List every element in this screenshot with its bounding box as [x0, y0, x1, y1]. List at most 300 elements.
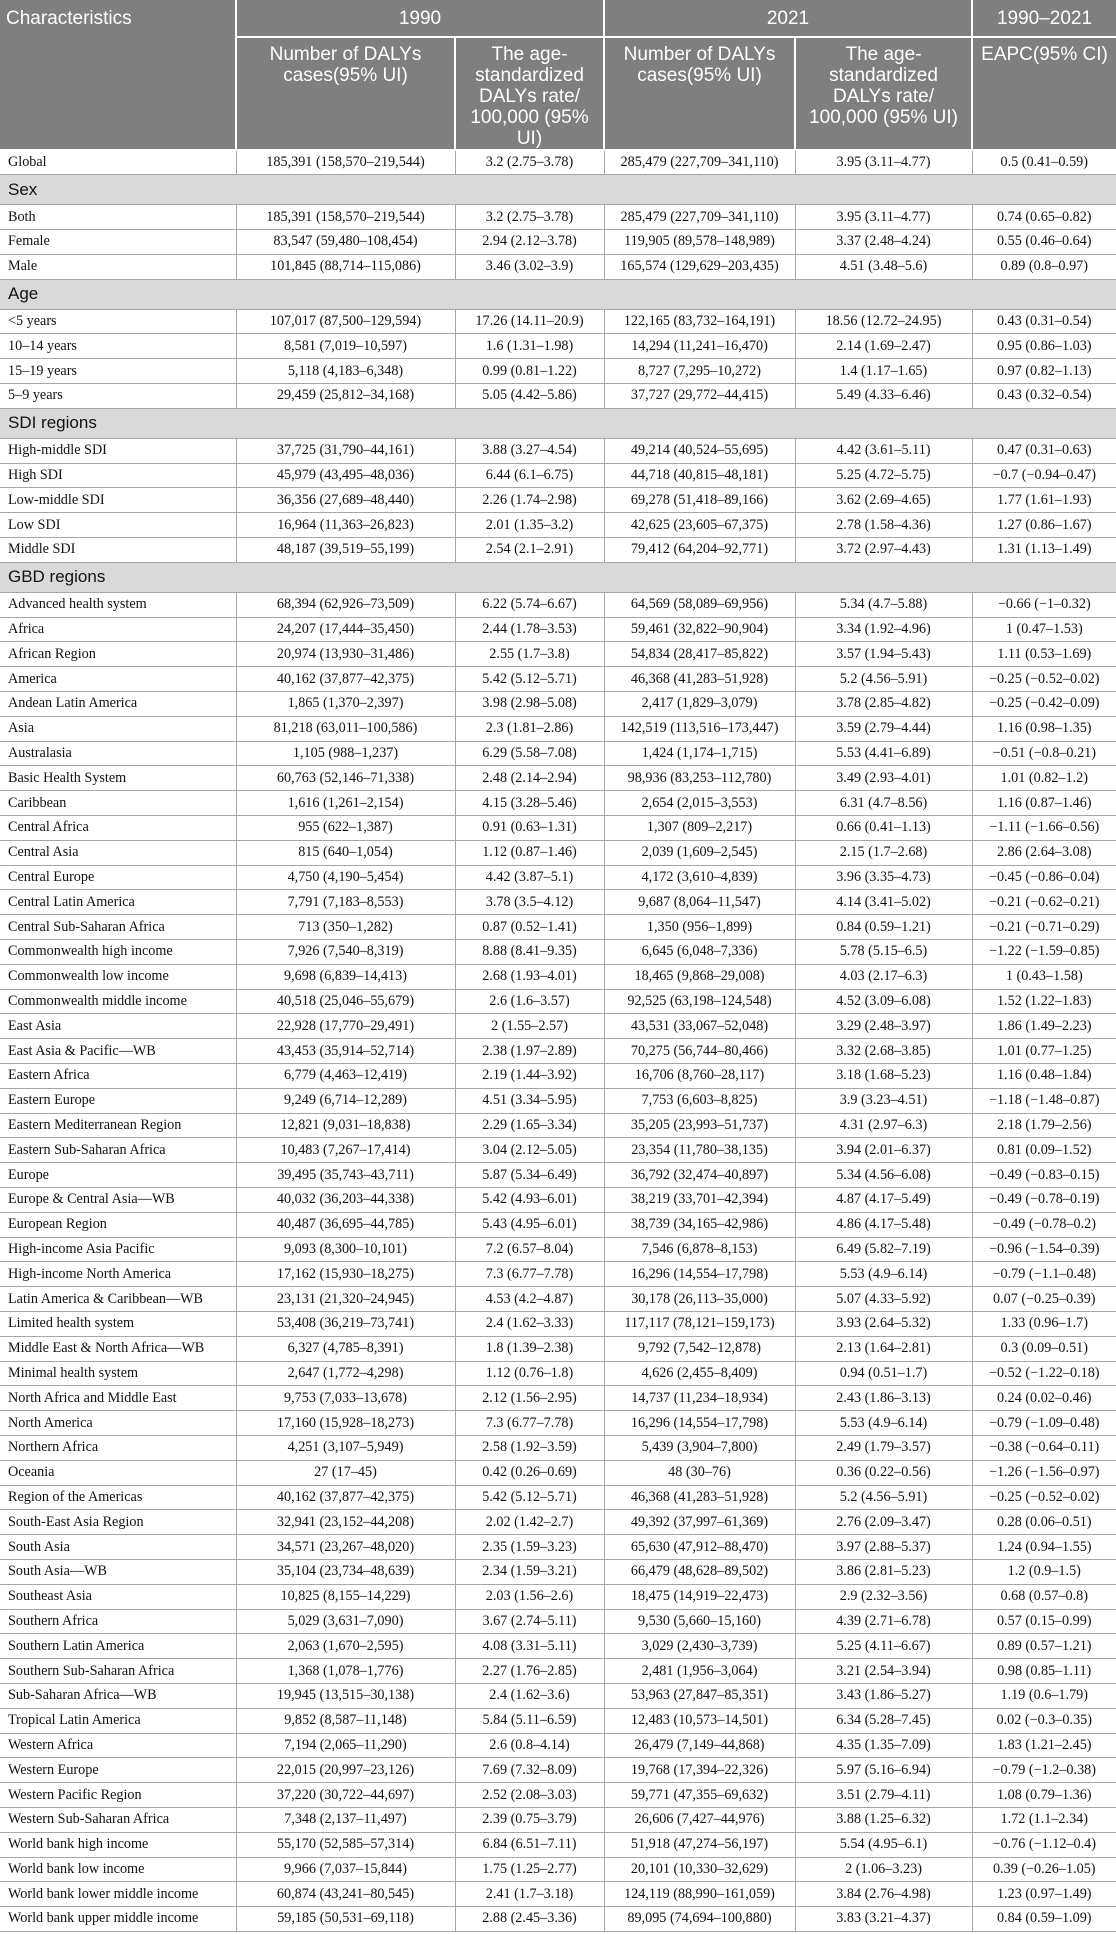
- table-row: [0, 254, 1116, 279]
- cell-number-2021: 38,219 (33,701–42,394): [604, 1187, 795, 1212]
- table-row: [0, 309, 1116, 334]
- cell-number-2021: 285,479 (227,709–341,110): [604, 205, 795, 230]
- cell-number-2021: 69,278 (51,418–89,166): [604, 488, 795, 513]
- table-row: [0, 766, 1116, 791]
- cell-rate-2021: 6.49 (5.82–7.19): [795, 1237, 972, 1262]
- cell-eapc: 1 (0.43–1.58): [972, 964, 1116, 989]
- cell-number-2021: 79,412 (64,204–92,771): [604, 538, 795, 563]
- cell-rate-2021: 3.51 (2.79–4.11): [795, 1783, 972, 1808]
- cell-number-2021: 42,625 (23,605–67,375): [604, 513, 795, 538]
- cell-characteristic: World bank lower middle income: [0, 1882, 236, 1907]
- cell-rate-1990: 5.42 (5.12–5.71): [455, 1485, 604, 1510]
- table-row: [0, 1634, 1116, 1659]
- cell-eapc: −0.79 (−1.09–0.48): [972, 1411, 1116, 1436]
- cell-characteristic: Male: [0, 254, 236, 279]
- cell-rate-2021: 4.39 (2.71–6.78): [795, 1609, 972, 1634]
- cell-number-1990: 29,459 (25,812–34,168): [236, 384, 455, 409]
- cell-number-2021: 30,178 (26,113–35,000): [604, 1287, 795, 1312]
- table-row: [0, 1411, 1116, 1436]
- cell-rate-1990: 17.26 (14.11–20.9): [455, 309, 604, 334]
- cell-rate-2021: 3.37 (2.48–4.24): [795, 230, 972, 255]
- cell-number-1990: 34,571 (23,267–48,020): [236, 1535, 455, 1560]
- cell-characteristic: High SDI: [0, 463, 236, 488]
- table-row: [0, 1039, 1116, 1064]
- cell-rate-2021: 6.34 (5.28–7.45): [795, 1708, 972, 1733]
- cell-rate-1990: 2.68 (1.93–4.01): [455, 964, 604, 989]
- cell-number-1990: 955 (622–1,387): [236, 816, 455, 841]
- cell-characteristic: 5–9 years: [0, 384, 236, 409]
- cell-rate-1990: 2.48 (2.14–2.94): [455, 766, 604, 791]
- section-title: Age: [0, 279, 1116, 309]
- cell-rate-1990: 0.87 (0.52–1.41): [455, 915, 604, 940]
- cell-eapc: −0.45 (−0.86–0.04): [972, 865, 1116, 890]
- cell-characteristic: Basic Health System: [0, 766, 236, 791]
- table-row: [0, 513, 1116, 538]
- cell-eapc: −0.38 (−0.64–0.11): [972, 1435, 1116, 1460]
- table-row: [0, 1212, 1116, 1237]
- cell-rate-2021: 3.78 (2.85–4.82): [795, 692, 972, 717]
- cell-rate-2021: 5.2 (4.56–5.91): [795, 667, 972, 692]
- cell-characteristic: Commonwealth middle income: [0, 989, 236, 1014]
- table-row: [0, 1336, 1116, 1361]
- cell-number-2021: 5,439 (3,904–7,800): [604, 1435, 795, 1460]
- cell-rate-1990: 2.3 (1.81–2.86): [455, 716, 604, 741]
- cell-rate-1990: 5.84 (5.11–6.59): [455, 1708, 604, 1733]
- cell-rate-2021: 5.34 (4.7–5.88): [795, 592, 972, 617]
- number-1990-header: Number of DALYs cases(95% UI): [236, 37, 455, 150]
- cell-rate-2021: 2.78 (1.58–4.36): [795, 513, 972, 538]
- cell-number-1990: 60,763 (52,146–71,338): [236, 766, 455, 791]
- cell-number-2021: 23,354 (11,780–38,135): [604, 1138, 795, 1163]
- cell-number-1990: 2,063 (1,670–2,595): [236, 1634, 455, 1659]
- cell-number-1990: 23,131 (21,320–24,945): [236, 1287, 455, 1312]
- cell-eapc: 0.43 (0.32–0.54): [972, 384, 1116, 409]
- cell-characteristic: Western Europe: [0, 1758, 236, 1783]
- cell-number-1990: 10,483 (7,267–17,414): [236, 1138, 455, 1163]
- cell-eapc: 0.28 (0.06–0.51): [972, 1510, 1116, 1535]
- cell-number-1990: 17,162 (15,930–18,275): [236, 1262, 455, 1287]
- cell-eapc: 1.16 (0.98–1.35): [972, 716, 1116, 741]
- cell-rate-2021: 3.95 (3.11–4.77): [795, 150, 972, 175]
- cell-rate-1990: 7.3 (6.77–7.78): [455, 1262, 604, 1287]
- cell-number-1990: 107,017 (87,500–129,594): [236, 309, 455, 334]
- cell-rate-2021: 3.9 (3.23–4.51): [795, 1088, 972, 1113]
- cell-rate-2021: 5.34 (4.56–6.08): [795, 1163, 972, 1188]
- cell-characteristic: Tropical Latin America: [0, 1708, 236, 1733]
- table-row: [0, 1088, 1116, 1113]
- cell-eapc: −0.25 (−0.52–0.02): [972, 667, 1116, 692]
- cell-number-1990: 17,160 (15,928–18,273): [236, 1411, 455, 1436]
- cell-number-2021: 65,630 (47,912–88,470): [604, 1535, 795, 1560]
- cell-characteristic: Central Europe: [0, 865, 236, 890]
- cell-characteristic: East Asia & Pacific—WB: [0, 1039, 236, 1064]
- cell-characteristic: Southern Latin America: [0, 1634, 236, 1659]
- cell-rate-1990: 2.55 (1.7–3.8): [455, 642, 604, 667]
- table-row: [0, 791, 1116, 816]
- cell-number-2021: 54,834 (28,417–85,822): [604, 642, 795, 667]
- cell-eapc: 1.19 (0.6–1.79): [972, 1683, 1116, 1708]
- table-row: [0, 334, 1116, 359]
- cell-rate-1990: 2.29 (1.65–3.34): [455, 1113, 604, 1138]
- cell-number-2021: 1,307 (809–2,217): [604, 816, 795, 841]
- cell-number-2021: 44,718 (40,815–48,181): [604, 463, 795, 488]
- table-row: [0, 1535, 1116, 1560]
- cell-characteristic: Northern Africa: [0, 1435, 236, 1460]
- cell-number-2021: 49,392 (37,997–61,369): [604, 1510, 795, 1535]
- cell-characteristic: High-income Asia Pacific: [0, 1237, 236, 1262]
- cell-eapc: −0.7 (−0.94–0.47): [972, 463, 1116, 488]
- cell-number-1990: 9,698 (6,839–14,413): [236, 964, 455, 989]
- cell-rate-1990: 2.44 (1.78–3.53): [455, 617, 604, 642]
- cell-rate-1990: 3.2 (2.75–3.78): [455, 150, 604, 175]
- table-row: [0, 1262, 1116, 1287]
- cell-characteristic: Africa: [0, 617, 236, 642]
- cell-characteristic: Europe: [0, 1163, 236, 1188]
- table-row: [0, 438, 1116, 463]
- cell-rate-1990: 2.27 (1.76–2.85): [455, 1659, 604, 1684]
- table-row: [0, 1485, 1116, 1510]
- cell-rate-1990: 2.01 (1.35–3.2): [455, 513, 604, 538]
- cell-characteristic: Southern Sub-Saharan Africa: [0, 1659, 236, 1684]
- cell-number-1990: 36,356 (27,689–48,440): [236, 488, 455, 513]
- table-body: [0, 150, 1116, 1931]
- cell-number-1990: 22,015 (20,997–23,126): [236, 1758, 455, 1783]
- cell-number-2021: 48 (30–76): [604, 1460, 795, 1485]
- change-period-header: 1990–2021: [972, 0, 1116, 37]
- table-row: [0, 816, 1116, 841]
- table-row: [0, 692, 1116, 717]
- cell-eapc: 0.55 (0.46–0.64): [972, 230, 1116, 255]
- cell-number-2021: 18,465 (9,868–29,008): [604, 964, 795, 989]
- cell-eapc: −0.49 (−0.83–0.15): [972, 1163, 1116, 1188]
- cell-rate-2021: 2.9 (2.32–3.56): [795, 1584, 972, 1609]
- cell-rate-2021: 3.72 (2.97–4.43): [795, 538, 972, 563]
- cell-eapc: −0.96 (−1.54–0.39): [972, 1237, 1116, 1262]
- cell-rate-2021: 3.94 (2.01–6.37): [795, 1138, 972, 1163]
- cell-rate-2021: 5.25 (4.72–5.75): [795, 463, 972, 488]
- cell-rate-2021: 6.31 (4.7–8.56): [795, 791, 972, 816]
- cell-number-2021: 26,606 (7,427–44,976): [604, 1807, 795, 1832]
- cell-number-1990: 1,105 (988–1,237): [236, 741, 455, 766]
- section-header-row: [0, 175, 1116, 205]
- table-row: [0, 1584, 1116, 1609]
- table-row: [0, 1857, 1116, 1882]
- table-row: [0, 1064, 1116, 1089]
- cell-number-2021: 43,531 (33,067–52,048): [604, 1014, 795, 1039]
- cell-rate-1990: 2.54 (2.1–2.91): [455, 538, 604, 563]
- cell-rate-1990: 2.4 (1.62–3.33): [455, 1311, 604, 1336]
- cell-number-2021: 51,918 (47,274–56,197): [604, 1832, 795, 1857]
- cell-rate-2021: 3.18 (1.68–5.23): [795, 1064, 972, 1089]
- cell-eapc: 1.83 (1.21–2.45): [972, 1733, 1116, 1758]
- cell-rate-2021: 4.35 (1.35–7.09): [795, 1733, 972, 1758]
- cell-eapc: 0.89 (0.8–0.97): [972, 254, 1116, 279]
- cell-characteristic: High-middle SDI: [0, 438, 236, 463]
- cell-rate-1990: 2.41 (1.7–3.18): [455, 1882, 604, 1907]
- cell-rate-2021: 2.49 (1.79–3.57): [795, 1435, 972, 1460]
- cell-rate-2021: 4.42 (3.61–5.11): [795, 438, 972, 463]
- cell-rate-1990: 2.94 (2.12–3.78): [455, 230, 604, 255]
- cell-eapc: 0.02 (−0.3–0.35): [972, 1708, 1116, 1733]
- cell-eapc: −0.49 (−0.78–0.19): [972, 1187, 1116, 1212]
- cell-rate-2021: 4.51 (3.48–5.6): [795, 254, 972, 279]
- cell-eapc: 0.24 (0.02–0.46): [972, 1386, 1116, 1411]
- cell-number-2021: 46,368 (41,283–51,928): [604, 667, 795, 692]
- cell-number-2021: 20,101 (10,330–32,629): [604, 1857, 795, 1882]
- cell-characteristic: Region of the Americas: [0, 1485, 236, 1510]
- table-row: [0, 1783, 1116, 1808]
- cell-characteristic: Female: [0, 230, 236, 255]
- eapc-header: EAPC(95% CI): [972, 37, 1116, 150]
- cell-characteristic: Central Latin America: [0, 890, 236, 915]
- cell-number-1990: 1,368 (1,078–1,776): [236, 1659, 455, 1684]
- cell-rate-1990: 2.88 (2.45–3.36): [455, 1907, 604, 1932]
- cell-characteristic: Low-middle SDI: [0, 488, 236, 513]
- cell-number-1990: 55,170 (52,585–57,314): [236, 1832, 455, 1857]
- cell-rate-1990: 0.99 (0.81–1.22): [455, 359, 604, 384]
- cell-characteristic: Commonwealth low income: [0, 964, 236, 989]
- table-row: [0, 488, 1116, 513]
- cell-characteristic: Western Sub-Saharan Africa: [0, 1807, 236, 1832]
- cell-number-1990: 27 (17–45): [236, 1460, 455, 1485]
- cell-rate-1990: 3.04 (2.12–5.05): [455, 1138, 604, 1163]
- table-row: [0, 384, 1116, 409]
- cell-characteristic: Middle SDI: [0, 538, 236, 563]
- cell-number-1990: 53,408 (36,219–73,741): [236, 1311, 455, 1336]
- cell-number-2021: 53,963 (27,847–85,351): [604, 1683, 795, 1708]
- cell-rate-2021: 5.53 (4.9–6.14): [795, 1262, 972, 1287]
- cell-number-2021: 6,645 (6,048–7,336): [604, 940, 795, 965]
- cell-rate-1990: 5.42 (5.12–5.71): [455, 667, 604, 692]
- cell-number-1990: 83,547 (59,480–108,454): [236, 230, 455, 255]
- cell-characteristic: South-East Asia Region: [0, 1510, 236, 1535]
- cell-number-1990: 6,779 (4,463–12,419): [236, 1064, 455, 1089]
- cell-characteristic: South Asia: [0, 1535, 236, 1560]
- cell-number-2021: 12,483 (10,573–14,501): [604, 1708, 795, 1733]
- table-row: [0, 1559, 1116, 1584]
- cell-characteristic: African Region: [0, 642, 236, 667]
- cell-eapc: −0.76 (−1.12–0.4): [972, 1832, 1116, 1857]
- cell-number-1990: 37,220 (30,722–44,697): [236, 1783, 455, 1808]
- cell-rate-2021: 0.84 (0.59–1.21): [795, 915, 972, 940]
- cell-number-1990: 7,791 (7,183–8,553): [236, 890, 455, 915]
- section-title: Sex: [0, 175, 1116, 205]
- cell-rate-1990: 2.38 (1.97–2.89): [455, 1039, 604, 1064]
- cell-rate-1990: 7.69 (7.32–8.09): [455, 1758, 604, 1783]
- cell-characteristic: America: [0, 667, 236, 692]
- cell-eapc: 0.57 (0.15–0.99): [972, 1609, 1116, 1634]
- cell-number-2021: 119,905 (89,578–148,989): [604, 230, 795, 255]
- cell-rate-1990: 2.6 (1.6–3.57): [455, 989, 604, 1014]
- cell-eapc: −0.79 (−1.2–0.38): [972, 1758, 1116, 1783]
- cell-rate-2021: 3.59 (2.79–4.44): [795, 716, 972, 741]
- section-header-row: [0, 408, 1116, 438]
- cell-eapc: 2.86 (2.64–3.08): [972, 840, 1116, 865]
- table-row: [0, 840, 1116, 865]
- table-row: [0, 1882, 1116, 1907]
- cell-eapc: 0.3 (0.09–0.51): [972, 1336, 1116, 1361]
- cell-characteristic: North America: [0, 1411, 236, 1436]
- cell-number-1990: 19,945 (13,515–30,138): [236, 1683, 455, 1708]
- cell-number-1990: 24,207 (17,444–35,450): [236, 617, 455, 642]
- cell-characteristic: Asia: [0, 716, 236, 741]
- table-row: [0, 915, 1116, 940]
- cell-eapc: 1.86 (1.49–2.23): [972, 1014, 1116, 1039]
- cell-rate-2021: 3.32 (2.68–3.85): [795, 1039, 972, 1064]
- table-header: [0, 0, 1116, 150]
- table-row: [0, 1907, 1116, 1932]
- cell-number-2021: 46,368 (41,283–51,928): [604, 1485, 795, 1510]
- table-row: [0, 1361, 1116, 1386]
- cell-eapc: 1.77 (1.61–1.93): [972, 488, 1116, 513]
- table-row: [0, 1435, 1116, 1460]
- cell-eapc: 1.08 (0.79–1.36): [972, 1783, 1116, 1808]
- cell-rate-2021: 0.66 (0.41–1.13): [795, 816, 972, 841]
- cell-number-1990: 4,750 (4,190–5,454): [236, 865, 455, 890]
- cell-number-2021: 64,569 (58,089–69,956): [604, 592, 795, 617]
- cell-eapc: 1.2 (0.9–1.5): [972, 1559, 1116, 1584]
- cell-characteristic: World bank upper middle income: [0, 1907, 236, 1932]
- cell-number-1990: 7,348 (2,137–11,497): [236, 1807, 455, 1832]
- cell-rate-2021: 5.07 (4.33–5.92): [795, 1287, 972, 1312]
- cell-rate-1990: 2.4 (1.62–3.6): [455, 1683, 604, 1708]
- cell-eapc: −1.11 (−1.66–0.56): [972, 816, 1116, 841]
- cell-eapc: 1.72 (1.1–2.34): [972, 1807, 1116, 1832]
- cell-eapc: −1.26 (−1.56–0.97): [972, 1460, 1116, 1485]
- cell-characteristic: Sub-Saharan Africa—WB: [0, 1683, 236, 1708]
- cell-rate-1990: 1.75 (1.25–2.77): [455, 1857, 604, 1882]
- table-row: [0, 230, 1116, 255]
- cell-rate-1990: 5.42 (4.93–6.01): [455, 1187, 604, 1212]
- table-row-global: [0, 150, 1116, 175]
- cell-rate-1990: 1.6 (1.31–1.98): [455, 334, 604, 359]
- table-row: [0, 205, 1116, 230]
- cell-number-2021: 98,936 (83,253–112,780): [604, 766, 795, 791]
- cell-characteristic: Oceania: [0, 1460, 236, 1485]
- cell-number-1990: 10,825 (8,155–14,229): [236, 1584, 455, 1609]
- table-row: [0, 1163, 1116, 1188]
- rate-1990-header: The age-standardized DALYs rate/ 100,000 (95% UI): [455, 37, 604, 150]
- cell-eapc: 0.5 (0.41–0.59): [972, 150, 1116, 175]
- cell-number-2021: 2,481 (1,956–3,064): [604, 1659, 795, 1684]
- cell-rate-2021: 3.95 (3.11–4.77): [795, 205, 972, 230]
- cell-number-2021: 2,039 (1,609–2,545): [604, 840, 795, 865]
- cell-rate-2021: 4.14 (3.41–5.02): [795, 890, 972, 915]
- cell-eapc: 1.01 (0.77–1.25): [972, 1039, 1116, 1064]
- cell-rate-1990: 1.8 (1.39–2.38): [455, 1336, 604, 1361]
- cell-rate-1990: 0.42 (0.26–0.69): [455, 1460, 604, 1485]
- cell-number-2021: 92,525 (63,198–124,548): [604, 989, 795, 1014]
- cell-characteristic: High-income North America: [0, 1262, 236, 1287]
- table-row: [0, 1659, 1116, 1684]
- cell-characteristic: 15–19 years: [0, 359, 236, 384]
- cell-eapc: −1.22 (−1.59–0.85): [972, 940, 1116, 965]
- cell-eapc: 1.01 (0.82–1.2): [972, 766, 1116, 791]
- cell-eapc: 0.89 (0.57–1.21): [972, 1634, 1116, 1659]
- cell-number-2021: 16,296 (14,554–17,798): [604, 1411, 795, 1436]
- cell-number-1990: 20,974 (13,930–31,486): [236, 642, 455, 667]
- cell-eapc: −1.18 (−1.48–0.87): [972, 1088, 1116, 1113]
- cell-characteristic: Eastern Europe: [0, 1088, 236, 1113]
- cell-rate-2021: 5.49 (4.33–6.46): [795, 384, 972, 409]
- cell-number-2021: 285,479 (227,709–341,110): [604, 150, 795, 175]
- cell-number-1990: 8,581 (7,019–10,597): [236, 334, 455, 359]
- cell-number-1990: 9,249 (6,714–12,289): [236, 1088, 455, 1113]
- cell-rate-1990: 3.2 (2.75–3.78): [455, 205, 604, 230]
- cell-rate-1990: 2.35 (1.59–3.23): [455, 1535, 604, 1560]
- cell-eapc: 1.11 (0.53–1.69): [972, 642, 1116, 667]
- cell-number-1990: 40,032 (36,203–44,338): [236, 1187, 455, 1212]
- table-row: [0, 890, 1116, 915]
- cell-number-1990: 1,865 (1,370–2,397): [236, 692, 455, 717]
- cell-eapc: −0.21 (−0.71–0.29): [972, 915, 1116, 940]
- table-row: [0, 1287, 1116, 1312]
- cell-number-2021: 59,771 (47,355–69,632): [604, 1783, 795, 1808]
- cell-rate-2021: 2.15 (1.7–2.68): [795, 840, 972, 865]
- cell-rate-2021: 2.14 (1.69–2.47): [795, 334, 972, 359]
- cell-rate-2021: 3.49 (2.93–4.01): [795, 766, 972, 791]
- cell-number-1990: 185,391 (158,570–219,544): [236, 150, 455, 175]
- cell-eapc: 0.47 (0.31–0.63): [972, 438, 1116, 463]
- cell-eapc: 0.74 (0.65–0.82): [972, 205, 1116, 230]
- cell-number-2021: 7,753 (6,603–8,825): [604, 1088, 795, 1113]
- cell-rate-1990: 5.43 (4.95–6.01): [455, 1212, 604, 1237]
- cell-characteristic: Central Africa: [0, 816, 236, 841]
- cell-rate-1990: 3.88 (3.27–4.54): [455, 438, 604, 463]
- cell-characteristic: Southeast Asia: [0, 1584, 236, 1609]
- cell-number-1990: 5,029 (3,631–7,090): [236, 1609, 455, 1634]
- cell-characteristic: Eastern Africa: [0, 1064, 236, 1089]
- cell-eapc: 0.97 (0.82–1.13): [972, 359, 1116, 384]
- cell-rate-2021: 5.2 (4.56–5.91): [795, 1485, 972, 1510]
- cell-rate-2021: 1.4 (1.17–1.65): [795, 359, 972, 384]
- cell-number-1990: 101,845 (88,714–115,086): [236, 254, 455, 279]
- cell-characteristic: Limited health system: [0, 1311, 236, 1336]
- cell-rate-2021: 5.53 (4.9–6.14): [795, 1411, 972, 1436]
- cell-rate-2021: 3.88 (1.25–6.32): [795, 1807, 972, 1832]
- cell-rate-2021: 3.34 (1.92–4.96): [795, 617, 972, 642]
- table-row: [0, 1138, 1116, 1163]
- table-row: [0, 1510, 1116, 1535]
- cell-number-1990: 9,852 (8,587–11,148): [236, 1708, 455, 1733]
- cell-characteristic: <5 years: [0, 309, 236, 334]
- cell-rate-1990: 4.08 (3.31–5.11): [455, 1634, 604, 1659]
- cell-characteristic: Minimal health system: [0, 1361, 236, 1386]
- cell-rate-2021: 3.83 (3.21–4.37): [795, 1907, 972, 1932]
- cell-rate-1990: 2.52 (2.08–3.03): [455, 1783, 604, 1808]
- cell-rate-1990: 1.12 (0.87–1.46): [455, 840, 604, 865]
- cell-eapc: −0.52 (−1.22–0.18): [972, 1361, 1116, 1386]
- year-1990-header: 1990: [236, 0, 604, 37]
- cell-number-1990: 35,104 (23,734–48,639): [236, 1559, 455, 1584]
- cell-rate-1990: 3.78 (3.5–4.12): [455, 890, 604, 915]
- cell-number-1990: 68,394 (62,926–73,509): [236, 592, 455, 617]
- table-row: [0, 1609, 1116, 1634]
- table-row: [0, 989, 1116, 1014]
- cell-eapc: 0.43 (0.31–0.54): [972, 309, 1116, 334]
- table-row: [0, 940, 1116, 965]
- cell-rate-2021: 5.53 (4.41–6.89): [795, 741, 972, 766]
- cell-number-2021: 4,172 (3,610–4,839): [604, 865, 795, 890]
- cell-number-1990: 9,753 (7,033–13,678): [236, 1386, 455, 1411]
- table-row: [0, 1708, 1116, 1733]
- cell-rate-2021: 5.78 (5.15–6.5): [795, 940, 972, 965]
- cell-number-2021: 7,546 (6,878–8,153): [604, 1237, 795, 1262]
- cell-eapc: 0.84 (0.59–1.09): [972, 1907, 1116, 1932]
- cell-number-2021: 18,475 (14,919–22,473): [604, 1584, 795, 1609]
- cell-rate-2021: 5.97 (5.16–6.94): [795, 1758, 972, 1783]
- cell-number-2021: 16,296 (14,554–17,798): [604, 1262, 795, 1287]
